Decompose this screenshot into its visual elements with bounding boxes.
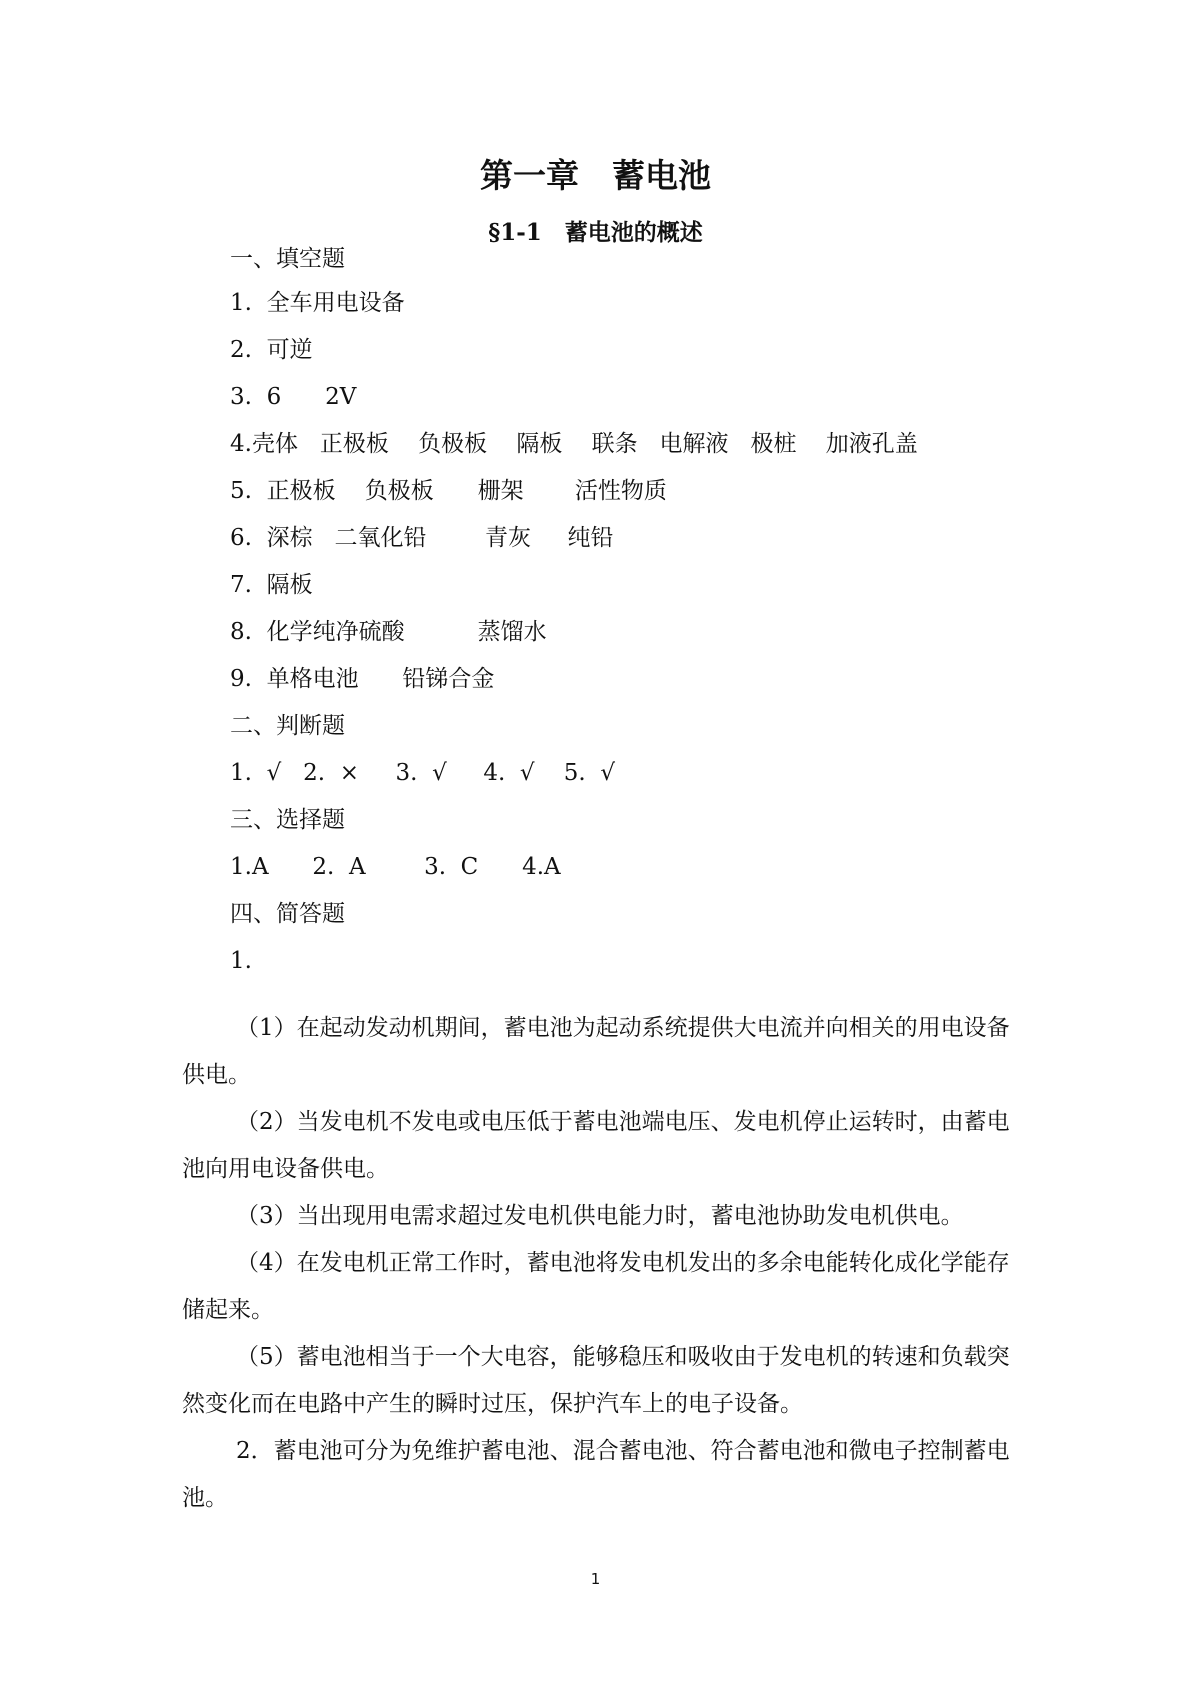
fill-blank-answer-1: 1. 全车用电设备 (230, 290, 405, 316)
choice-answers: 1.A 2. A 3. C 4.A (230, 854, 561, 880)
short-answer-heading: 四、简答题 (230, 901, 345, 927)
true-false-heading: 二、判断题 (230, 713, 345, 739)
fill-blank-answer-6: 6. 深棕 二氧化铅 青灰 纯铅 (230, 525, 614, 551)
short-answer-q1-point-3: （3）当出现用电需求超过发电机供电能力时，蓄电池协助发电机供电。 (236, 1203, 964, 1229)
fill-blank-answer-8: 8. 化学纯净硫酸 蒸馏水 (230, 619, 547, 645)
short-answer-q2: 2．蓄电池可分为免维护蓄电池、混合蓄电池、符合蓄电池和微电子控制蓄电池。 (182, 1438, 1010, 1511)
true-false-answers: 1. √ 2. × 3. √ 4. √ 5. √ (230, 760, 616, 786)
page-number: 1 (590, 1570, 601, 1588)
short-answer-q1-point-4: （4）在发电机正常工作时，蓄电池将发电机发出的多余电能转化成化学能存储起来。 (182, 1250, 1010, 1323)
fill-blank-answer-4: 4.壳体 正极板 负极板 隔板 联条 电解液 极桩 加液孔盖 (230, 431, 918, 457)
fill-blank-answer-9: 9. 单格电池 铅锑合金 (230, 666, 495, 692)
fill-blank-answer-5: 5. 正极板 负极板 栅架 活性物质 (230, 478, 667, 504)
short-answer-q1-point-5: （5）蓄电池相当于一个大电容，能够稳压和吸收由于发电机的转速和负载突然变化而在电路中产生的瞬时过压，保护汽车上的电子设备。 (182, 1344, 1010, 1417)
short-answer-q1-point-1: （1）在起动发动机期间，蓄电池为起动系统提供大电流并向相关的用电设备供电。 (182, 1015, 1010, 1088)
fill-blank-answer-2: 2. 可逆 (230, 337, 313, 363)
chapter-title: 第一章 蓄电池 (480, 156, 711, 195)
section-title: §1-1 蓄电池的概述 (488, 219, 703, 246)
fill-blank-heading: 一、填空题 (230, 246, 345, 272)
fill-blank-answer-7: 7. 隔板 (230, 572, 313, 598)
short-answer-q1-label: 1. (230, 948, 252, 974)
short-answer-q1-point-2: （2）当发电机不发电或电压低于蓄电池端电压、发电机停止运转时，由蓄电池向用电设备供电。 (182, 1109, 1010, 1182)
choice-heading: 三、选择题 (230, 807, 345, 833)
fill-blank-answer-3: 3. 6 2V (230, 384, 357, 410)
